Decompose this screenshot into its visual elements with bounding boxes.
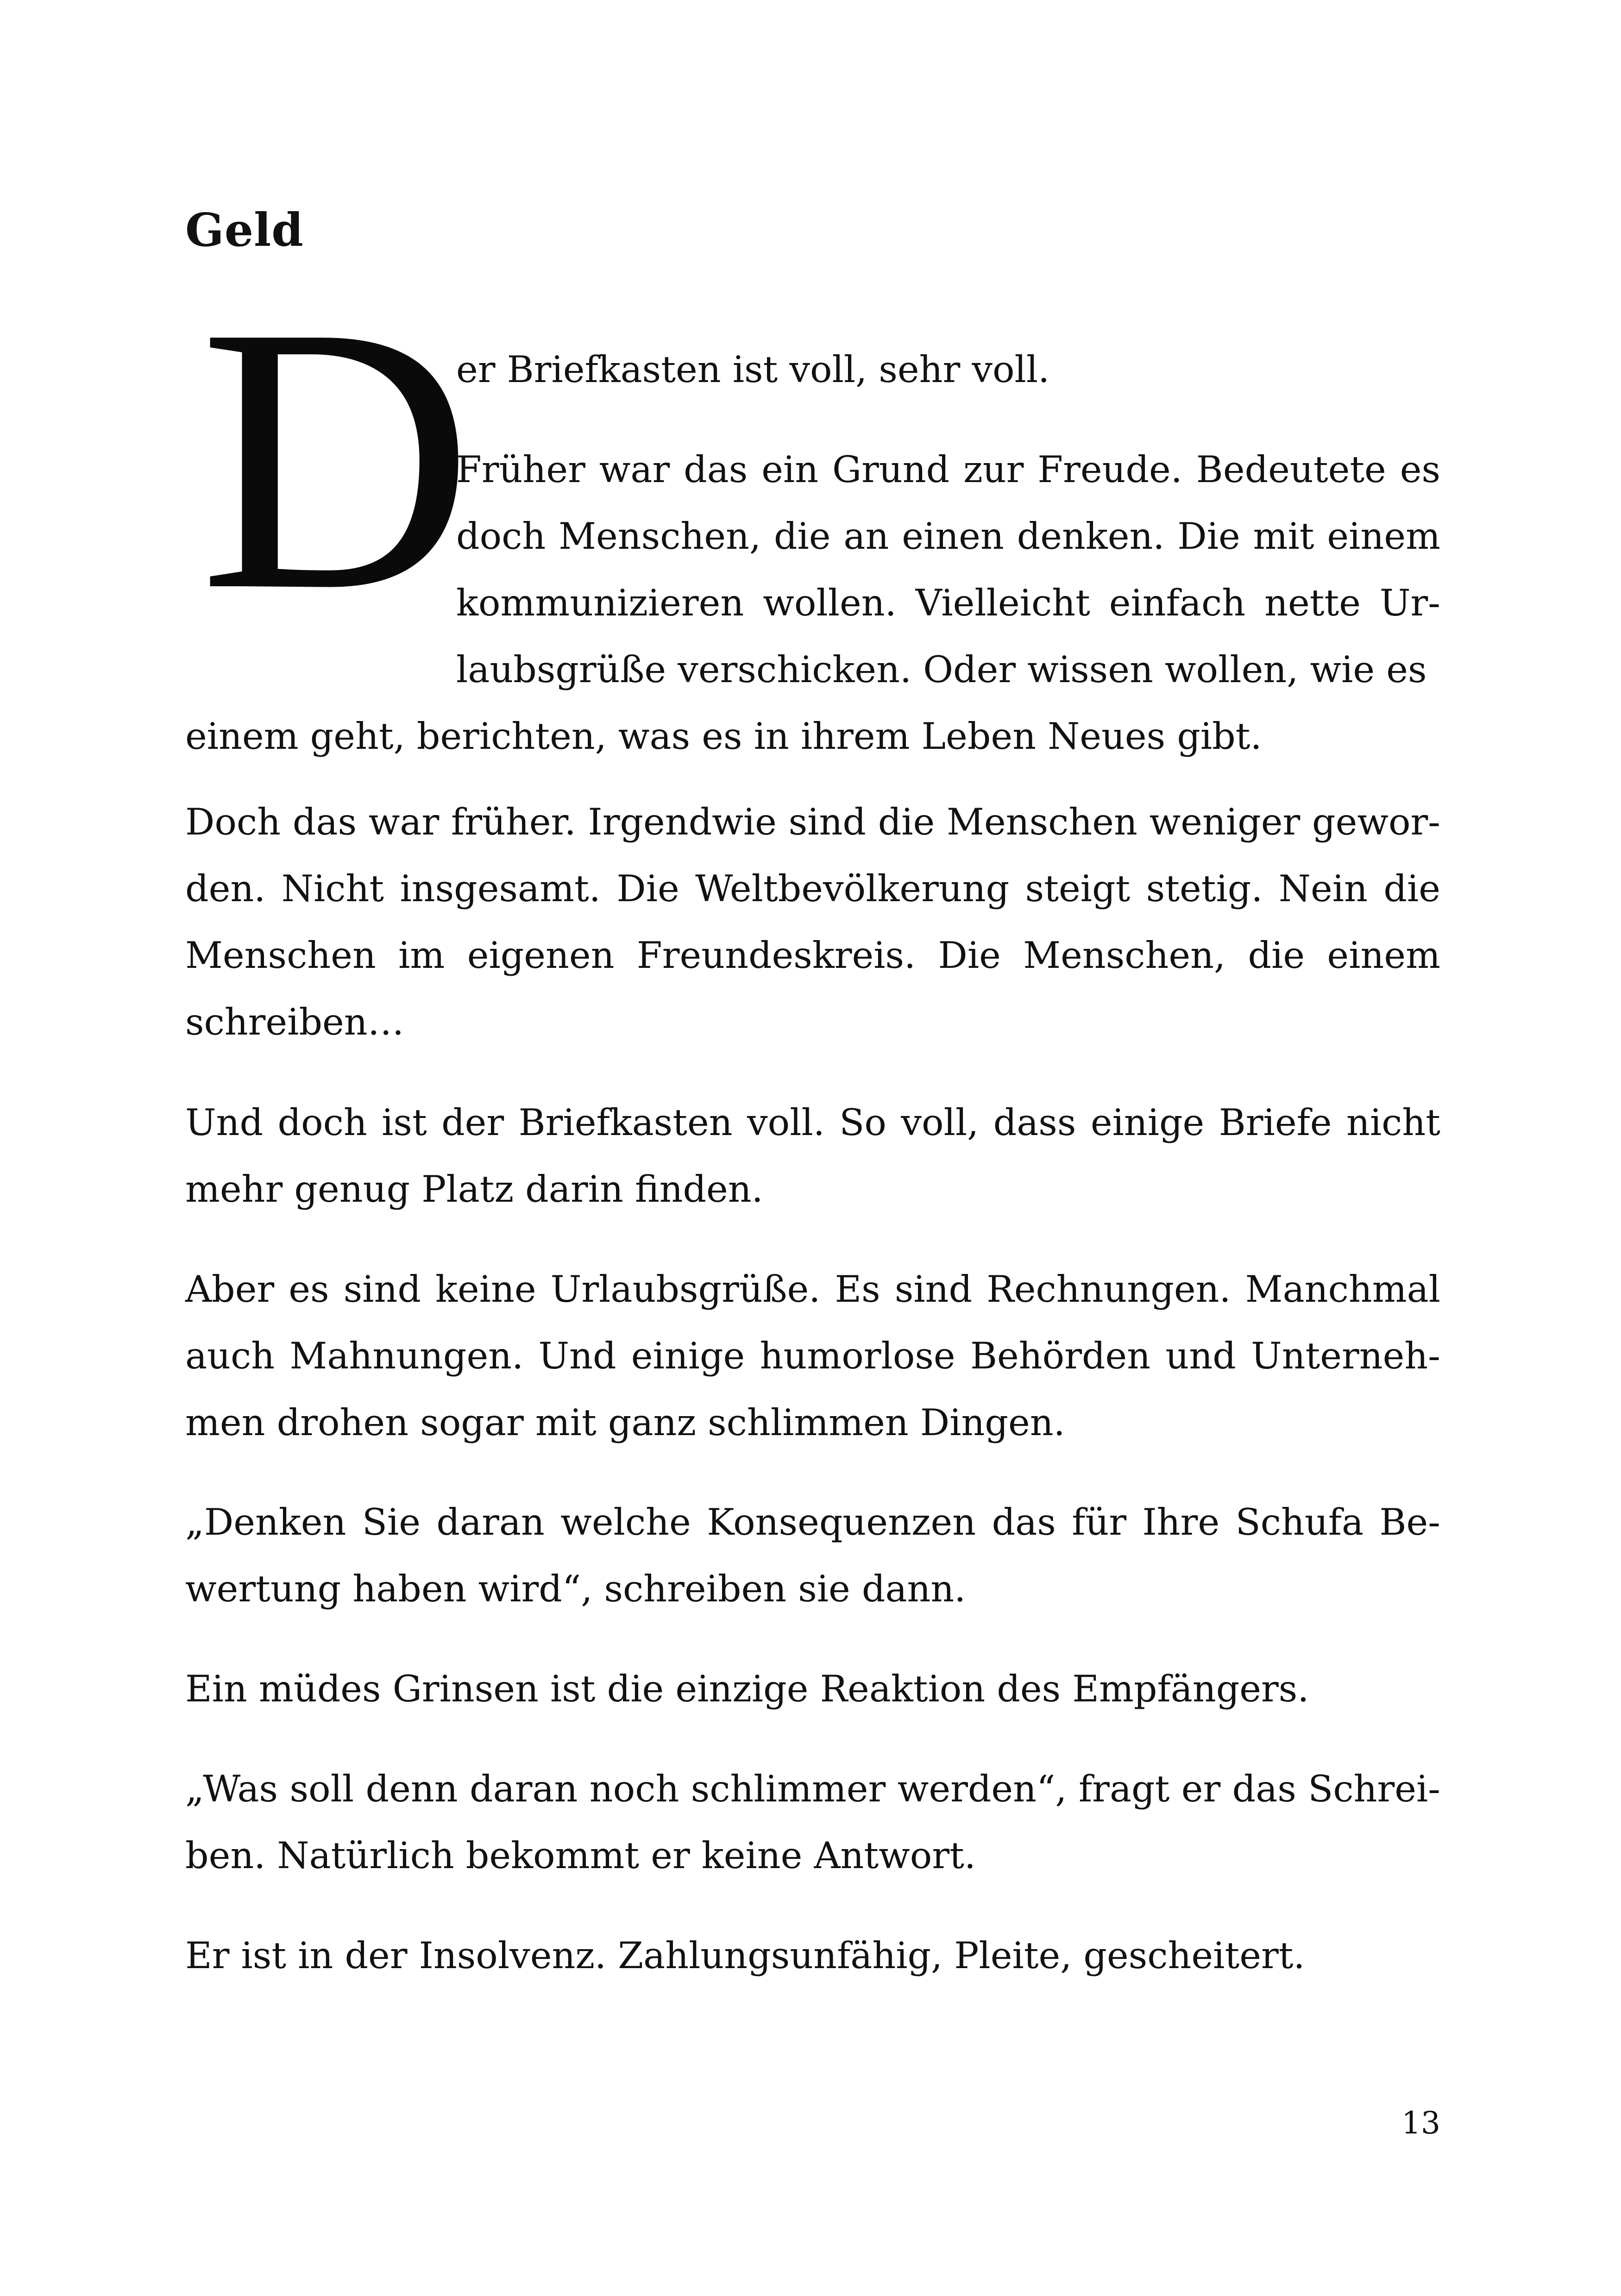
paragraph-6: „Denken Sie daran welche Konsequenzen das für Ihre Schufa Be- wertung haben wird“, schreiben sie dann.: [185, 1501, 1440, 1610]
paragraph-8: „Was soll denn daran noch schlimmer werden“, fragt er das Schrei- ben. Natürlich bekommt er keine Antwort.: [185, 1768, 1440, 1877]
paragraph-3: Doch das war früher. Irgendwie sind die Menschen weniger gewor- den. Nicht insgesamt. Die Weltbevölkerung steigt stetig. Nein die Menschen im eigenen Freundeskreis. Die Menschen, die einem schreiben…: [185, 801, 1440, 1043]
paragraph-1: er Briefkasten ist voll, sehr voll.: [456, 348, 1050, 391]
paragraph-4: Und doch ist der Briefkasten voll. So voll, dass einige Briefe nicht mehr genug Platz darin finden.: [185, 1101, 1440, 1211]
paragraph-9: Er ist in der Insolvenz. Zahlungsunfähig, Pleite, gescheitert.: [185, 1934, 1305, 1977]
paragraph-2-continuation: einem geht, berichten, was es in ihrem Leben Neues gibt.: [185, 715, 1262, 758]
paragraph-5: Aber es sind keine Urlaubsgrüße. Es sind Rechnungen. Manchmal auch Mahnungen. Und einige humorlose Behörden und Unterneh- men drohen sogar mit ganz schlimmen Dingen.: [185, 1268, 1440, 1444]
paragraph-2: Früher war das ein Grund zur Freude. Bedeutete es doch Menschen, die an einen denken. Die mit einem kommunizieren wollen. Vielleicht einfach nette Ur- laubsgrüße verschicken. Oder wissen wollen, wie es: [456, 448, 1440, 691]
drop-cap-letter: D: [199, 248, 474, 669]
paragraph-7: Ein müdes Grinsen ist die einzige Reaktion des Empfängers.: [185, 1668, 1309, 1710]
chapter-title: Geld: [185, 204, 304, 257]
page-number: 13: [1401, 2105, 1440, 2141]
